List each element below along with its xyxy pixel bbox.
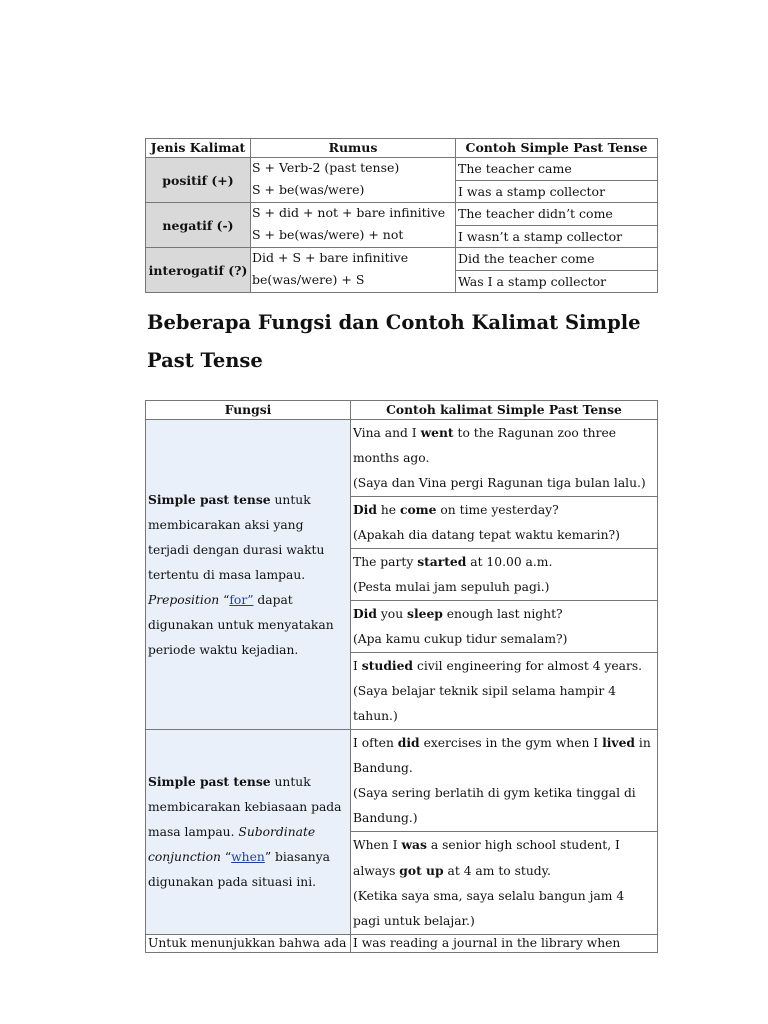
verb: lived [602, 735, 635, 750]
example-cell: I wasn’t a stamp collector [456, 225, 658, 248]
sentence: a senior high school student, I always [353, 838, 620, 878]
example-cell [351, 653, 658, 730]
verb: went [420, 425, 454, 440]
when-link[interactable]: when [231, 850, 265, 864]
quote: “ [219, 592, 230, 607]
sentence: at 4 am to study. [443, 864, 551, 878]
sentence: When I [353, 838, 402, 852]
sentence-type-table [145, 138, 658, 293]
function-cell [146, 420, 351, 730]
sentence: civil engineering for almost 4 years. [413, 659, 643, 673]
table-row [146, 420, 658, 497]
formula-cell [251, 158, 456, 203]
function-cell: Untuk menunjukkan bahwa ada [146, 935, 351, 953]
type-interogatif: interogatif (?) [146, 248, 251, 293]
table-row [146, 248, 658, 271]
quote: “ [220, 850, 232, 864]
table-header-row [146, 401, 658, 420]
formula-text: Did + S + bare infinitive [252, 250, 409, 265]
function-text: ” biasanya digunakan pada situasi ini. [148, 850, 330, 889]
sentence: The party [353, 555, 418, 569]
sentence: exercises in the gym when I [419, 736, 603, 750]
formula-text: S + be(was/were) + not [252, 227, 404, 242]
sentence: you [376, 607, 408, 621]
verb: sleep [407, 606, 443, 621]
type-negatif: negatif (-) [146, 203, 251, 248]
function-cell [146, 730, 351, 935]
verb: was [401, 837, 427, 852]
verb: did [397, 735, 420, 750]
translation: (Apa kamu cukup tidur semalam?) [353, 632, 568, 646]
header-fungsi: Fungsi [146, 401, 351, 420]
example-cell: The teacher came [456, 158, 658, 181]
for-link[interactable]: for” [229, 592, 254, 607]
example-cell: I was a stamp collector [456, 180, 658, 203]
verb: studied [361, 658, 414, 673]
sentence: he [376, 503, 400, 517]
example-cell [351, 601, 658, 653]
table-row [146, 935, 658, 953]
example-cell: Did the teacher come [456, 248, 658, 271]
sentence: at 10.00 a.m. [466, 555, 553, 569]
example-cell [351, 497, 658, 549]
example-cell [351, 832, 658, 935]
example-cell [351, 730, 658, 832]
function-table [145, 400, 658, 953]
section-heading: Beberapa Fungsi dan Contoh Kalimat Simple Past Tense [147, 311, 641, 372]
translation: (Saya belajar teknik sipil selama hampir 4 tahun.) [353, 684, 616, 723]
formula-text: S + did + not + bare infinitive [252, 205, 446, 220]
sentence: to the Ragunan zoo three months ago. [353, 426, 617, 465]
sentence: in Bandung. [353, 736, 651, 775]
formula-text: be(was/were) + S [252, 272, 365, 287]
example-cell: The teacher didn’t come [456, 203, 658, 226]
table-row [146, 203, 658, 226]
function-text: untuk membicarakan aksi yang terjadi dengan durasi waktu tertentu di masa lampau. [148, 492, 325, 582]
header-contoh: Contoh Simple Past Tense [456, 139, 658, 158]
formula-cell [251, 203, 456, 248]
verb: got up [399, 863, 444, 878]
term: Simple past tense [148, 774, 271, 789]
sentence: on time yesterday? [436, 503, 559, 517]
translation: (Apakah dia datang tepat waktu kemarin?) [353, 528, 620, 542]
header-contoh-kalimat: Contoh kalimat Simple Past Tense [351, 401, 658, 420]
table-row [146, 158, 658, 181]
translation: (Ketika saya sma, saya selalu bangun jam 4 pagi untuk belajar.) [353, 889, 625, 928]
example-cell: Was I a stamp collector [456, 270, 658, 293]
sentence: I often [353, 736, 398, 750]
verb: Did [353, 606, 377, 621]
formula-text: S + Verb-2 (past tense) [252, 160, 400, 175]
term: Simple past tense [148, 491, 271, 507]
translation: (Saya sering berlatih di gym ketika tinggal di Bandung.) [353, 786, 636, 825]
sentence: enough last night? [442, 607, 563, 621]
example-cell [351, 420, 658, 497]
sentence: I [353, 659, 362, 673]
formula-text: S + be(was/were) [252, 182, 365, 197]
function-text: untuk membicarakan kebiasaan pada masa lampau. [148, 775, 342, 839]
translation: (Saya dan Vina pergi Ragunan tiga bulan lalu.) [353, 476, 646, 490]
translation: (Pesta mulai jam sepuluh pagi.) [353, 580, 550, 594]
type-positif: positif (+) [146, 158, 251, 203]
term-italic: Subordinate conjunction [148, 825, 316, 864]
table-row [146, 730, 658, 832]
verb: started [417, 554, 467, 569]
formula-cell [251, 248, 456, 293]
verb: Did [353, 502, 377, 517]
example-cell: I was reading a journal in the library when [351, 935, 658, 953]
sentence: Vina and I [353, 426, 421, 440]
term-italic: Preposition [148, 592, 220, 607]
header-jenis-kalimat: Jenis Kalimat [146, 139, 251, 158]
example-cell [351, 549, 658, 601]
function-text: dapat digunakan untuk menyatakan periode waktu kejadian. [148, 592, 334, 657]
table-header-row [146, 139, 658, 158]
verb: come [399, 502, 437, 517]
header-rumus: Rumus [251, 139, 456, 158]
